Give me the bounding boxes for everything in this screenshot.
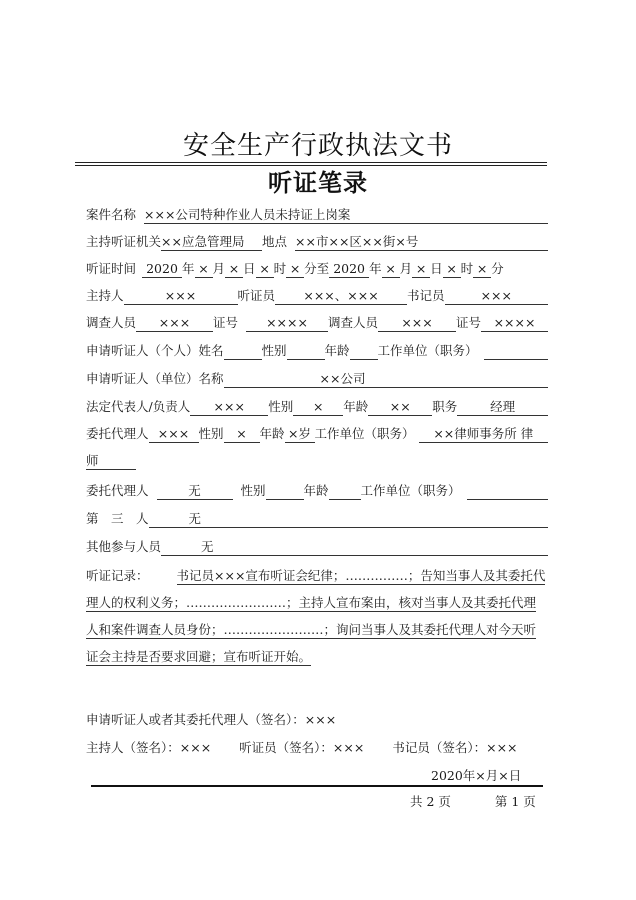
page-count xyxy=(410,792,536,810)
case-name-label: 案件名称 xyxy=(86,207,137,222)
start-day-field[interactable]: × xyxy=(225,260,243,278)
clerk-field[interactable]: ××× xyxy=(445,287,548,305)
work-unit-label: 工作单位（职务） xyxy=(377,343,478,358)
hearing-time-row xyxy=(86,256,548,278)
agent2-gender-label: 性别 xyxy=(240,483,266,498)
legal-rep-gender-label: 性别 xyxy=(268,399,294,414)
agent1-row-continued xyxy=(86,448,548,470)
hearing-organ-row xyxy=(86,229,548,251)
year-unit: 年 xyxy=(182,261,195,276)
hearing-time-label: 听证时间 xyxy=(86,261,137,276)
age-label: 年龄 xyxy=(324,343,350,358)
hour-unit: 时 xyxy=(460,261,474,276)
agent1-gender-field[interactable]: × xyxy=(224,425,260,443)
third-party-row xyxy=(86,506,548,528)
third-party-label: 第 三 人 xyxy=(86,511,149,526)
agent1-work-field[interactable]: ××律师事务所 律 xyxy=(419,425,548,443)
officer-signature: 听证员（签名）：××× xyxy=(239,740,365,755)
day-unit: 日 xyxy=(243,261,256,276)
hearing-officer-field[interactable]: ×××、××× xyxy=(275,287,407,305)
footer-rule xyxy=(91,785,543,787)
agent2-label: 委托代理人 xyxy=(86,483,149,498)
legal-rep-field[interactable]: ××× xyxy=(190,398,268,416)
legal-rep-position-field[interactable]: 经理 xyxy=(457,398,548,416)
hearing-organ-field[interactable]: ××应急管理局 xyxy=(161,233,262,251)
agent2-field[interactable]: 无 xyxy=(157,482,233,500)
applicant-name-field[interactable] xyxy=(224,342,262,360)
end-month-field[interactable]: × xyxy=(382,260,400,278)
agent2-row xyxy=(86,478,548,500)
end-minute-field[interactable]: × xyxy=(473,260,491,278)
year-unit: 年 xyxy=(369,261,382,276)
investigator1-field[interactable]: ××× xyxy=(136,314,213,332)
document-title: 听证笔录 xyxy=(268,169,368,197)
host-field[interactable]: ××× xyxy=(124,287,238,305)
agent2-age-label: 年龄 xyxy=(303,483,329,498)
start-minute-field[interactable]: × xyxy=(286,260,304,278)
month-unit: 月 xyxy=(212,261,226,276)
hearing-organ-label: 主持听证机关 xyxy=(86,234,162,249)
current-page: 第 1 页 xyxy=(494,794,536,809)
applicant-person-row xyxy=(86,338,548,360)
clerk-signature: 书记员（签名）：××× xyxy=(392,740,518,755)
applicant-unit-label: 申请听证人（单位）名称 xyxy=(86,371,224,386)
header-double-rule xyxy=(75,162,547,166)
investigator1-label: 调查人员 xyxy=(86,315,137,330)
applicant-unit-row xyxy=(86,366,548,388)
start-hour-field[interactable]: × xyxy=(256,260,274,278)
agent2-work-field[interactable] xyxy=(467,482,548,500)
month-unit: 月 xyxy=(399,261,413,276)
end-year-field[interactable]: 2020 xyxy=(329,260,369,278)
investigator2-field[interactable]: ××× xyxy=(378,314,456,332)
agent1-age-label: 年龄 xyxy=(259,426,285,441)
case-name-row xyxy=(86,202,548,224)
day-unit: 日 xyxy=(430,261,443,276)
hearing-officer-label: 听证员 xyxy=(237,288,276,303)
applicant-signature: 申请听证人或者其委托代理人（签名）：××× xyxy=(86,712,337,727)
document-category-title: 安全生产行政执法文书 xyxy=(182,131,453,161)
start-month-field[interactable]: × xyxy=(195,260,213,278)
agent1-label: 委托代理人 xyxy=(86,426,149,441)
agent2-gender-field[interactable] xyxy=(266,482,304,500)
third-party-field[interactable]: 无 xyxy=(149,510,548,528)
host-signature: 主持人（签名）：××× xyxy=(86,740,212,755)
hearing-record xyxy=(86,562,548,670)
id1-field[interactable]: ×××× xyxy=(246,314,328,332)
hearing-record-label: 听证记录： xyxy=(86,568,149,583)
gender-label: 性别 xyxy=(261,343,287,358)
legal-rep-age-label: 年龄 xyxy=(343,399,369,414)
legal-rep-position-label: 职务 xyxy=(432,399,458,414)
total-pages: 共 2 页 xyxy=(410,794,451,809)
applicant-age-field[interactable] xyxy=(350,342,378,360)
end-day-field[interactable]: × xyxy=(412,260,430,278)
minute-unit: 分 xyxy=(491,261,504,276)
place-field[interactable]: ××市××区××街×号 xyxy=(295,233,548,251)
legal-rep-label: 法定代表人/负责人 xyxy=(86,399,191,414)
signature-date: 2020年×月×日 xyxy=(431,768,522,783)
id2-label: 证号 xyxy=(456,315,482,330)
end-hour-field[interactable]: × xyxy=(443,260,461,278)
legal-rep-row xyxy=(86,394,548,416)
applicant-gender-field[interactable] xyxy=(287,342,325,360)
staff-row xyxy=(86,283,548,305)
investigator2-label: 调查人员 xyxy=(328,315,379,330)
host-label: 主持人 xyxy=(86,288,124,303)
agent1-age-field[interactable]: ×岁 xyxy=(285,425,315,443)
id1-label: 证号 xyxy=(213,315,239,330)
agent2-age-field[interactable] xyxy=(329,482,361,500)
legal-rep-age-field[interactable]: ×× xyxy=(368,398,432,416)
hour-unit: 时 xyxy=(273,261,287,276)
start-year-field[interactable]: 2020 xyxy=(142,260,182,278)
applicant-work-field[interactable] xyxy=(484,342,548,360)
other-participants-row xyxy=(86,534,548,556)
place-label: 地点 xyxy=(262,234,288,249)
applicant-unit-field[interactable]: ××公司 xyxy=(224,370,548,388)
investigators-row xyxy=(86,310,548,332)
agent1-gender-label: 性别 xyxy=(198,426,224,441)
applicant-person-label: 申请听证人（个人）姓名 xyxy=(86,343,224,358)
hearing-record-text[interactable]: 书记员×××宣布听证会纪律；……………；告知当事人及其委托代理人的权利义务；……………………；主持人宣布案由，核对当事人及其委托代理人和案件调查人员身份；……………………；询问当事人及其委托代理人对今天听证会主持是否要求回避；宣布听证开始。 xyxy=(86,568,546,664)
clerk-label: 书记员 xyxy=(407,288,445,303)
agent1-field[interactable]: ××× xyxy=(149,425,199,443)
agent1-work-label: 工作单位（职务） xyxy=(314,426,415,441)
agent2-work-label: 工作单位（职务） xyxy=(360,483,461,498)
case-name-field[interactable]: ×××公司特种作业人员未持证上岗案 xyxy=(144,206,548,224)
agent1-row xyxy=(86,421,548,443)
staff-signatures xyxy=(86,738,518,756)
other-participants-label: 其他参与人员 xyxy=(86,539,162,554)
agent1-work-field-continued[interactable]: 师 xyxy=(86,452,136,470)
other-participants-field[interactable]: 无 xyxy=(161,538,548,556)
legal-rep-gender-field[interactable]: × xyxy=(293,398,343,416)
id2-field[interactable]: ×××× xyxy=(481,314,548,332)
to-label: 分至 xyxy=(304,261,330,276)
